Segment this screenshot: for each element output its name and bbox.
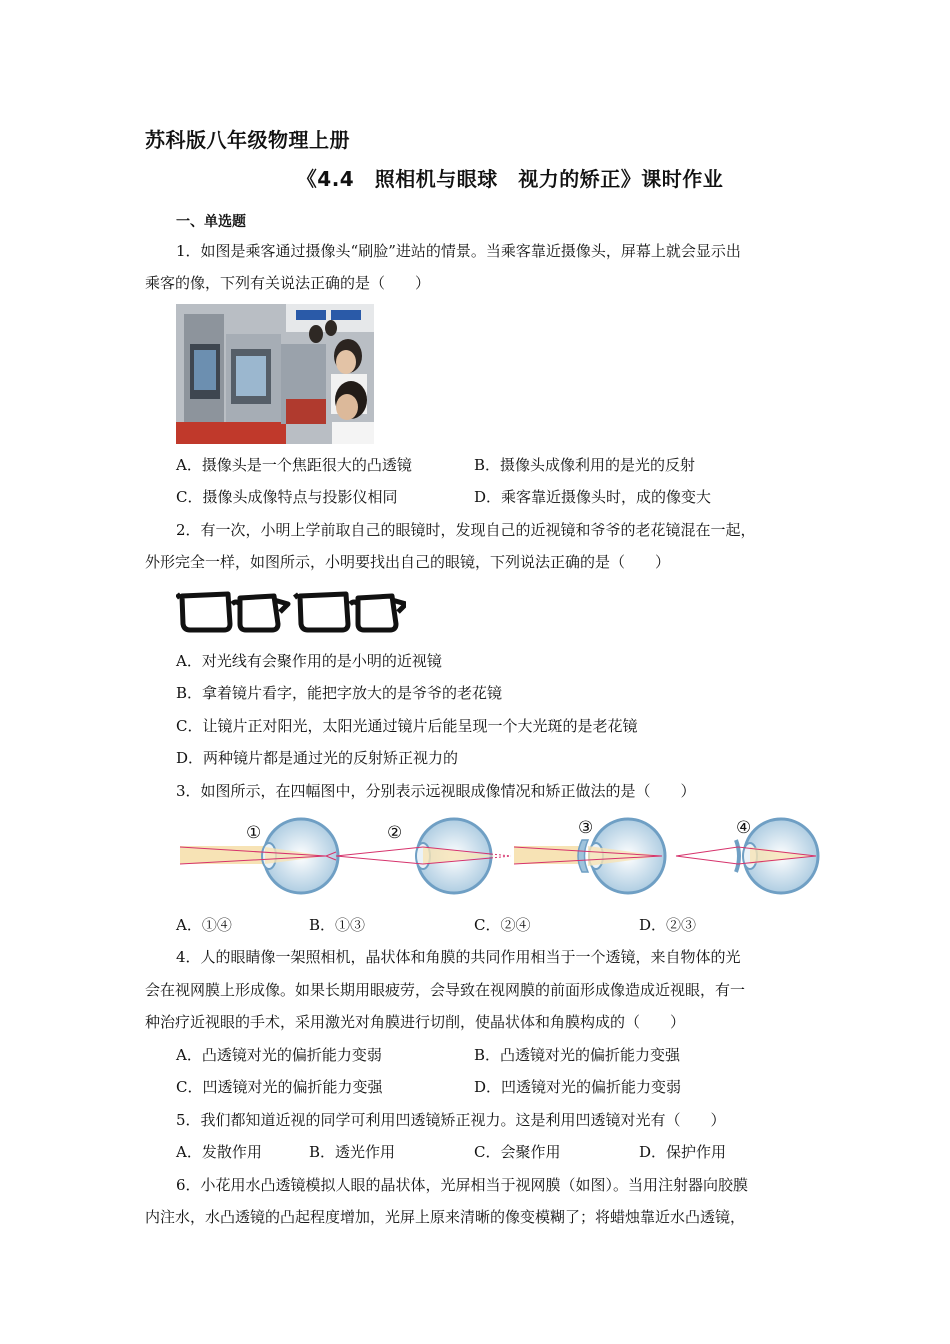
document-title: 苏科版八年级物理上册 (145, 128, 350, 152)
eye-diagram-1 (180, 819, 338, 893)
question-4-text: 4．人的眼睛像一架照相机，晶状体和角膜的共同作用相当于一个透镜，来自物体的光 (176, 948, 741, 966)
q1-option-b[interactable]: B．摄像头成像利用的是光的反射 (474, 456, 696, 474)
question-4-text-cont-1: 会在视网膜上形成像。如果长期用眼疲劳，会导致在视网膜的前面形成像造成近视眼，有一 (145, 981, 746, 999)
q2-option-a[interactable]: A．对光线有会聚作用的是小明的近视镜 (176, 652, 442, 670)
q3-option-c[interactable]: C．②④ (474, 916, 531, 934)
q4-option-b[interactable]: B．凸透镜对光的偏折能力变强 (474, 1046, 681, 1064)
q4-option-d[interactable]: D．凹透镜对光的偏折能力变弱 (474, 1078, 682, 1096)
question-6-text: 6．小花用水凸透镜模拟人眼的晶状体，光屏相当于视网膜（如图）。当用注射器向胶膜 (176, 1176, 749, 1194)
q4-option-c[interactable]: C．凹透镜对光的偏折能力变强 (176, 1078, 383, 1096)
q1-option-c[interactable]: C．摄像头成像特点与投影仪相同 (176, 488, 398, 506)
q5-option-d[interactable]: D．保护作用 (639, 1143, 727, 1161)
question-5-text: 5．我们都知道近视的同学可利用凹透镜矫正视力。这是利用凹透镜对光有（ ） (176, 1111, 726, 1129)
q5-option-c[interactable]: C．会聚作用 (474, 1143, 561, 1161)
glasses-icon-right (295, 594, 406, 630)
glasses-icon-left (177, 594, 288, 630)
eye-diagram-2 (336, 819, 511, 893)
q5-option-b[interactable]: B．透光作用 (309, 1143, 396, 1161)
q2-option-c[interactable]: C．让镜片正对阳光，太阳光通过镜片后能呈现一个大光斑的是老花镜 (176, 717, 638, 735)
question-6-text-cont: 内注水，水凸透镜的凸起程度增加，光屏上原来清晰的像变模糊了；将蜡烛靠近水凸透镜， (145, 1208, 746, 1226)
question-3-text: 3．如图所示，在四幅图中，分别表示远视眼成像情况和矫正做法的是（ ） (176, 782, 696, 800)
eye-diagram-4 (676, 818, 818, 893)
section-heading: 一、单选题 (176, 214, 246, 230)
eye-diagrams-figure (176, 816, 836, 900)
q1-option-a[interactable]: A．摄像头是一个焦距很大的凸透镜 (176, 456, 412, 474)
q3-option-d[interactable]: D．②③ (639, 916, 697, 934)
eye-diagram-label-3: ③ (578, 818, 594, 838)
document-subtitle: 《4.4 照相机与眼球 视力的矫正》课时作业 (296, 167, 724, 191)
question-4-text-cont-2: 种治疗近视眼的手术，采用激光对角膜进行切削，使晶状体和角膜构成的（ ） (145, 1013, 686, 1031)
face-scan-station-photo (176, 304, 374, 444)
eye-diagram-3 (514, 818, 665, 893)
q3-option-a[interactable]: A．①④ (176, 916, 232, 934)
q5-option-a[interactable]: A．发散作用 (176, 1143, 262, 1161)
q2-option-d[interactable]: D．两种镜片都是通过光的反射矫正视力的 (176, 749, 459, 767)
q1-option-d[interactable]: D．乘客靠近摄像头时，成的像变大 (474, 488, 712, 506)
eye-diagram-label-1: ① (246, 823, 262, 843)
question-2-text-cont: 外形完全一样，如图所示，小明要找出自己的眼镜，下列说法正确的是（ ） (145, 553, 671, 571)
q3-option-b[interactable]: B．①③ (309, 916, 366, 934)
eye-diagram-label-4: ④ (736, 818, 752, 838)
q4-option-a[interactable]: A．凸透镜对光的偏折能力变弱 (176, 1046, 382, 1064)
question-1-text: 1．如图是乘客通过摄像头“刷脸”进站的情景。当乘客靠近摄像头，屏幕上就会显示出 (176, 242, 741, 260)
question-2-text: 2．有一次，小明上学前取自己的眼镜时，发现自己的近视镜和爷爷的老花镜混在一起， (176, 521, 756, 539)
q2-option-b[interactable]: B．拿着镜片看字，能把字放大的是爷爷的老花镜 (176, 684, 503, 702)
question-1-text-cont: 乘客的像，下列有关说法正确的是（ ） (145, 274, 431, 292)
eye-diagram-label-2: ② (387, 823, 403, 843)
two-glasses-figure (176, 584, 406, 643)
